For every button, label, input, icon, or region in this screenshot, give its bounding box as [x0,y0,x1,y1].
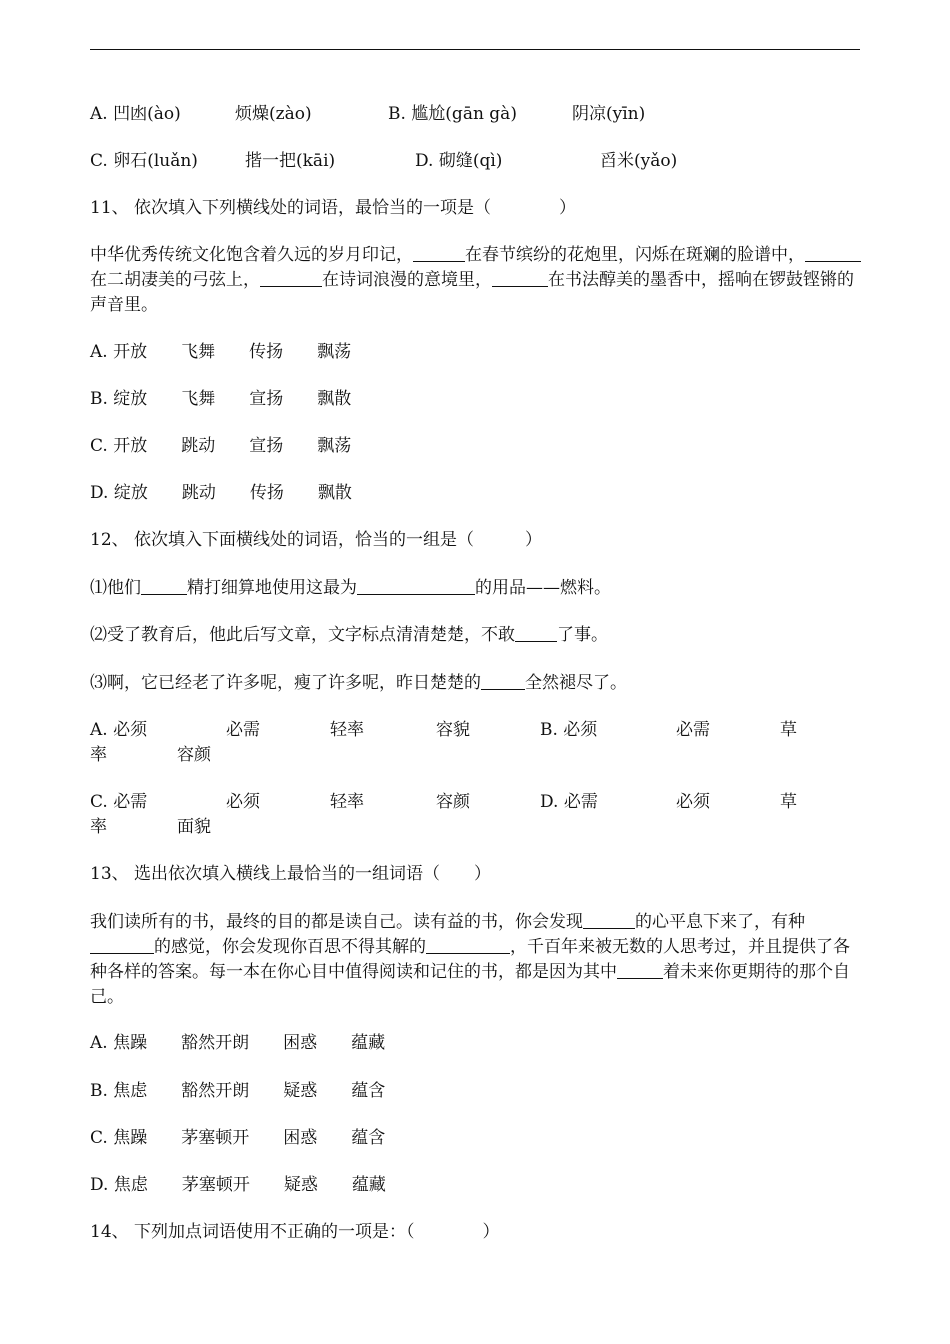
blank [426,936,510,954]
q12-text: 了事。 [557,625,608,645]
blank [492,269,548,287]
q12-option-b-1: B. 必须 [540,720,598,740]
q11-passage-text: 在书法醇美的墨香中，摇响在锣鼓铿锵的声音里。 [90,270,854,315]
q11-passage [90,243,862,318]
q12-option-d-4: 面貌 [177,817,211,837]
q12-option-b-4: 容颜 [177,745,211,765]
q10-option-b-2: 阴凉(yīn) [572,104,646,124]
q10-option-c: C. 卵石(luǎn) [90,151,198,171]
q13-passage-text: 我们读所有的书，最终的目的都是读自己。读有益的书，你会发现 [90,912,583,932]
q11-passage-text: 中华优秀传统文化饱含着久远的岁月印记， [90,245,413,265]
q13-option-b: B. 焦虑 豁然开朗 疑惑 蕴含 [90,1081,386,1101]
q13-passage-text: ，千百年来被无数的人思考过，并且提供了各种各样的答案。每一本在你心目中值得阅读和记住的书，都是因为其中 [90,937,850,982]
q12-option-b-2: 必需 [676,720,710,740]
q12-sentence-3 [90,672,627,694]
header-rule [90,49,860,50]
blank [141,577,187,595]
q11-option-b: B. 绽放 飞舞 宣扬 飘散 [90,389,352,409]
blank [617,961,663,979]
q10-option-b: B. 尴尬(gān gà) [388,104,517,124]
q12-text: ⑵受了教育后，他此后写文章，文字标点清清楚楚，不敢 [90,625,515,645]
q12-text: 精打细算地使用这最为 [187,578,357,598]
blank [90,936,154,954]
blank [805,244,861,262]
q13-passage-text: 的心平息下来了，有种 [635,912,805,932]
q12-option-c-1: C. 必需 [90,792,148,812]
q14-stem: 14、 下列加点词语使用不正确的一项是：（ ） [90,1222,500,1242]
q10-option-d: D. 砌缝(qì) [415,151,503,171]
blank [260,269,322,287]
q12-option-b-3-wrap: 率 [90,745,107,765]
q12-text: ⑴他们 [90,578,141,598]
q12-option-a-1: A. 必须 [90,720,148,740]
q11-option-c: C. 开放 跳动 宣扬 飘荡 [90,436,352,456]
q13-passage [90,910,862,1010]
q13-passage-text: 着未来你更期待的那个自己。 [90,962,850,1007]
q12-option-c-4: 容颜 [436,792,470,812]
blank [481,672,525,690]
q13-option-c: C. 焦躁 茅塞顿开 困惑 蕴含 [90,1128,386,1148]
q10-option-c-2: 揩一把(kāi) [245,151,336,171]
q11-stem: 11、 依次填入下列横线处的词语，最恰当的一项是（ ） [90,198,577,218]
blank [357,577,475,595]
q12-option-c-2: 必须 [226,792,260,812]
q12-option-d-3-wrap: 率 [90,817,107,837]
q11-passage-text: 在春节缤纷的花炮里，闪烁在斑斓的脸谱中， [465,245,805,265]
q11-option-a: A. 开放 飞舞 传扬 飘荡 [90,342,352,362]
q12-option-a-2: 必需 [226,720,260,740]
blank [515,624,557,642]
q11-passage-text: 在二胡凄美的弓弦上， [90,270,260,290]
q10-option-d-2: 舀米(yǎo) [600,151,678,171]
q10-option-a-2: 烦燥(zào) [235,104,312,124]
q12-option-d-2: 必须 [676,792,710,812]
q12-option-a-3: 轻率 [330,720,364,740]
q12-text: 的用品——燃料。 [475,578,611,598]
q12-sentence-2 [90,624,608,646]
q10-option-a: A. 凹凼(ào) [90,104,181,124]
q12-option-d-1: D. 必需 [540,792,598,812]
q12-text: ⑶啊，它已经老了许多呢，瘦了许多呢，昨日楚楚的 [90,673,481,693]
q11-option-d: D. 绽放 跳动 传扬 飘散 [90,483,352,503]
q12-sentence-1 [90,577,611,599]
q11-passage-text: 在诗词浪漫的意境里， [322,270,492,290]
q13-passage-text: 的感觉，你会发现你百思不得其解的 [154,937,426,957]
q12-option-d-3: 草 [780,792,797,812]
q13-stem: 13、 选出依次填入横线上最恰当的一组词语（ ） [90,864,492,884]
q12-stem: 12、 依次填入下面横线处的词语，恰当的一组是（ ） [90,530,543,550]
q12-option-a-4: 容貌 [436,720,470,740]
q12-option-c-3: 轻率 [330,792,364,812]
q13-option-d: D. 焦虑 茅塞顿开 疑惑 蕴藏 [90,1175,386,1195]
q12-text: 全然褪尽了。 [525,673,627,693]
q12-option-b-3: 草 [780,720,797,740]
blank [413,244,465,262]
q13-option-a: A. 焦躁 豁然开朗 困惑 蕴藏 [90,1033,386,1053]
blank [583,911,635,929]
